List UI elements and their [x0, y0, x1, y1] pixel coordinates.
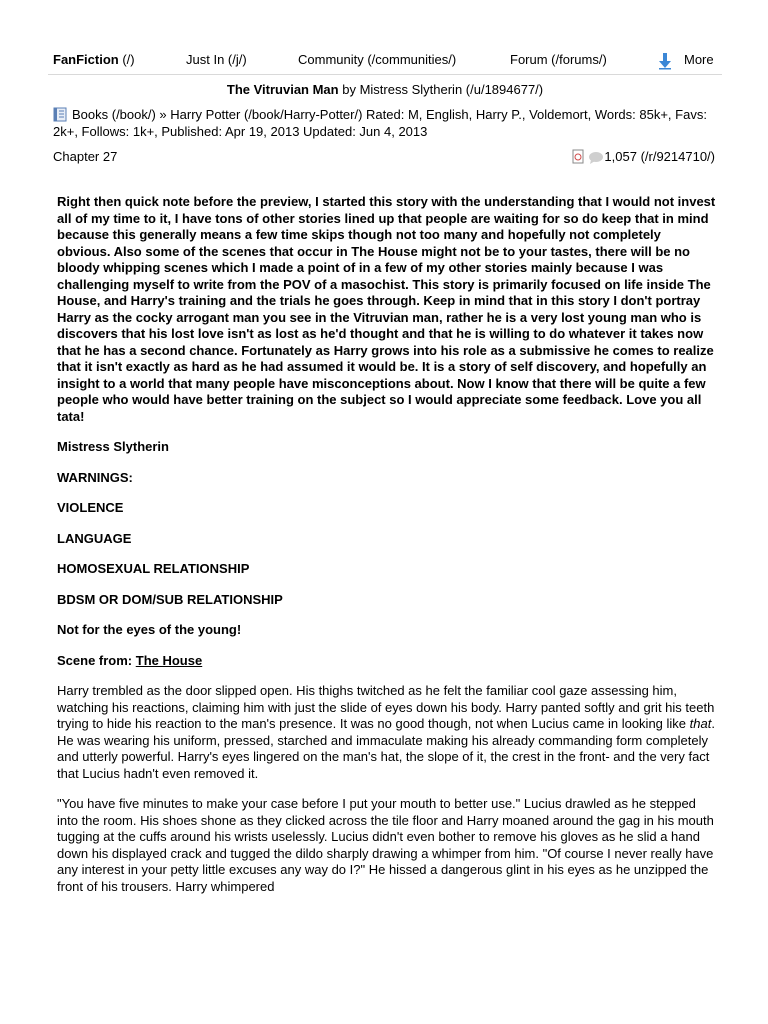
warnings-heading: WARNINGS:: [57, 469, 133, 485]
brand-name: FanFiction: [53, 52, 119, 67]
nav-forum-link[interactable]: Forum (/forums/): [510, 52, 607, 67]
reviews-link[interactable]: 1,057 (/r/9214710/): [604, 149, 715, 164]
download-arrow-icon[interactable]: [658, 52, 672, 70]
by-label: by: [342, 82, 356, 97]
warning-item: HOMOSEXUAL RELATIONSHIP: [57, 561, 250, 576]
paragraph-part: Harry trembled as the door slipped open. His thighs twitched as he felt the familiar cool gaze assessing him, watching his reactions, claiming him with just the slide of eyes down his body. Harry panted softly and grit his teeth trying to hide his reaction to the man's presence. It was no good though, not when Lucius came in looking like: [57, 683, 715, 731]
author-link[interactable]: Mistress Slytherin (/u/1894677/): [359, 82, 544, 97]
meta-text: Books (/book/) » Harry Potter (/book/Harry-Potter/) Rated: M, English, Harry P., Voldemort, Words: 85k+, Favs: 2k+, Follows: 1k+, Published: Apr 19, 2013 Updated: Jun 4, 2013: [53, 107, 707, 139]
chapter-tools: [572, 149, 715, 164]
story-title[interactable]: The Vitruvian Man: [226, 82, 339, 97]
nav-more-link[interactable]: More: [684, 52, 714, 67]
story-paragraph: [57, 683, 717, 782]
review-page-icon[interactable]: [572, 149, 585, 164]
story-text: [57, 194, 717, 909]
paragraph-part: . He was wearing his uniform, pressed, starched and immaculate making his already commanding form completely and utterly powerful. Harry's eyes lingered on the man's hat, the slope of it, the crest in the front- and the very fact that Lucius hadn't even removed it.: [57, 716, 715, 781]
nav-just-in-link[interactable]: Just In (/j/): [186, 52, 247, 67]
paragraph-emphasis: that: [689, 716, 712, 731]
comment-bubble-icon: [588, 151, 604, 164]
book-icon: [53, 107, 68, 122]
nav-community-link[interactable]: Community (/communities/): [298, 52, 457, 67]
top-nav: [48, 50, 722, 75]
warning-item: VIOLENCE: [57, 500, 124, 515]
chapter-select[interactable]: Chapter 27: [53, 149, 118, 164]
author-note: Right then quick note before the preview, I started this story with the understanding that I would not invest all of my time to it, I have tons of other stories lined up that people are waiting for so do keep that in mind because this generally means a few time skips though not too many and hopefully not completely obvious. Also some of the scenes that occur in The House might not be to your tastes, there will be no bloody whipping scenes which I made a point of in a few of my other stories mainly because I was challenging myself to write from the POV of a masochist. This story is primarily focused on life inside The House, and Harry's training and the trials he goes through. Keep in mind that in this story I don't portray Harry as the cocky arrogant man you see in the Vitruvian man, rather he is a very lost young man who is discovers that his lost love isn't as lost as he'd thought and that he is willing to do whatever it takes now that he has a second chance. Fortunately as Harry grows into his role as a submissive he comes to realize that it isn't exactly as hard as he had assumed it would be. It is a story of self discovery, and hopefully an insight to a world that many people have misconceptions about. Now I know that there will be quite a few people who would have better training on the subject so I would appreciate some feedback. Love you all tata!: [57, 194, 716, 424]
story-meta: [53, 107, 721, 140]
story-header: [48, 82, 722, 97]
scene-source: [57, 653, 717, 670]
story-paragraph: "You have five minutes to make your case before I put your mouth to better use." Lucius drawled as he stepped into the room. His shoes shone as they clicked across the tile floor and Harry moaned around the gag in his mouth tugging at the cuffs around his wrists uselessly. Lucius didn't even bother to remove his gloves as he slid a hand down his displayed crack and tugged the dildo sharply drawing a whimper from him. "Of course I never really have any interest in your petty little excuses any way do I?" He hissed a dangerous glint in his eyes as he unzipped the front of his trousers. Harry whimpered: [57, 796, 714, 894]
age-warning: Not for the eyes of the young!: [57, 622, 242, 637]
warning-item: BDSM OR DOM/SUB RELATIONSHIP: [57, 591, 283, 607]
author-signature: Mistress Slytherin: [57, 439, 169, 454]
chapter-bar: [53, 149, 715, 167]
brand-link-path: (/): [122, 52, 135, 67]
scene-title: The House: [135, 652, 203, 668]
nav-home-link[interactable]: [53, 52, 135, 67]
scene-prefix: Scene from:: [57, 652, 136, 668]
warning-item: LANGUAGE: [57, 530, 132, 546]
